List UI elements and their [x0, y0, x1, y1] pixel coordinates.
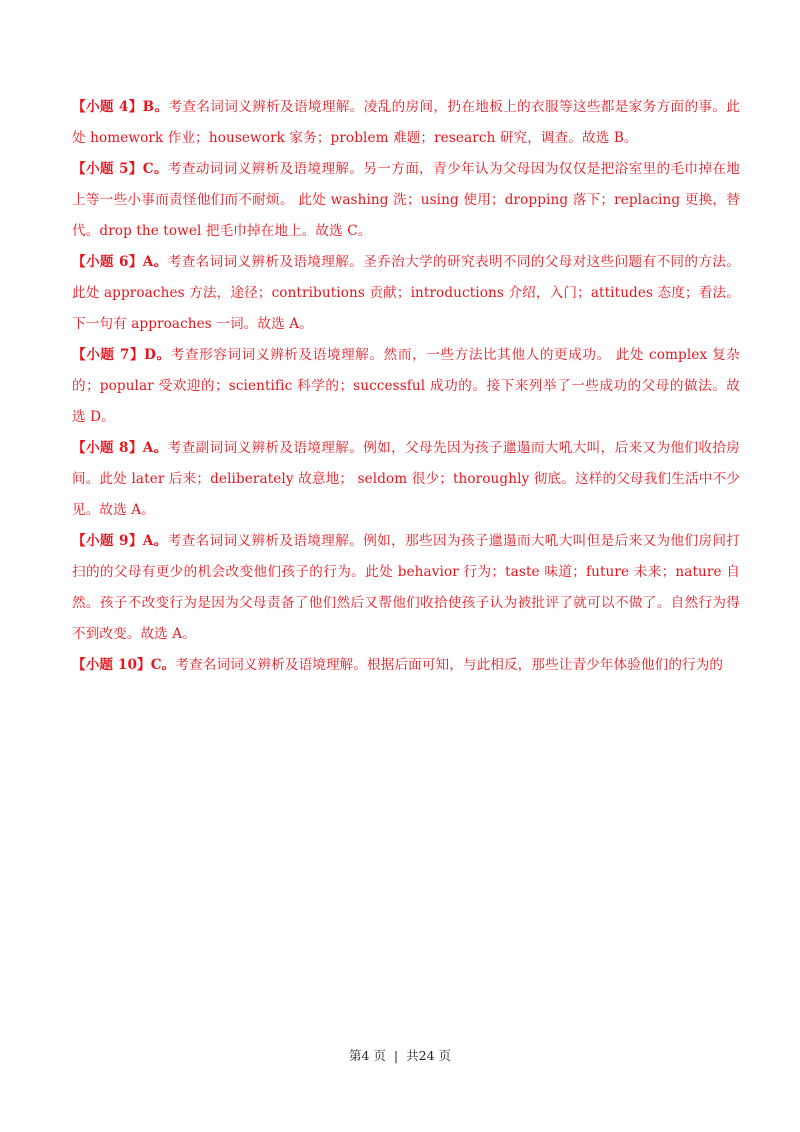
page-total: 共24 页: [406, 1048, 452, 1063]
page-footer: [0, 1046, 800, 1064]
page-number: 第4 页: [348, 1048, 386, 1063]
footer-separator: |: [393, 1048, 399, 1063]
explanation-q8: [72, 433, 740, 526]
question-tag: 【小题 7】D。: [72, 347, 171, 363]
explanation-text: 考查形容词词义辨析及语境理解。然而，一些方法比其他人的更成功。 此处 complex 复杂的；popular 受欢迎的；scientific 科学的；successful 成功的。接下来列举了一些成功的父母的做法。故选 D。: [72, 347, 740, 425]
question-tag: 【小题 4】B。: [72, 99, 169, 115]
question-tag: 【小题 6】A。: [72, 254, 168, 270]
explanation-text: 考查动词词义辨析及语境理解。另一方面，青少年认为父母因为仅仅是把浴室里的毛巾掉在地上等一些小事而责怪他们而不耐烦。 此处 washing 洗；using 使用；dropping 落下；replacing 更换，替代。drop the towel 把毛巾掉在地上。故选 C。: [72, 161, 740, 239]
explanation-q4: [72, 92, 740, 154]
explanation-q6: [72, 247, 740, 340]
explanation-q7: [72, 340, 740, 433]
question-tag: 【小题 8】A。: [72, 440, 168, 456]
question-tag: 【小题 9】A。: [72, 533, 168, 549]
explanation-text: 考查名词词义辨析及语境理解。圣乔治大学的研究表明不同的父母对这些问题有不同的方法。此处 approaches 方法，途径；contributions 贡献；introductions 介绍，入门；attitudes 态度；看法。下一句有 approaches 一词。故选 A。: [72, 254, 740, 332]
explanation-text: 考查名词词义辨析及语境理解。例如，那些因为孩子邋遢而大吼大叫但是后来又为他们房间打扫的的父母有更少的机会改变他们孩子的行为。此处 behavior 行为；taste 味道；future 未来；nature 自然。孩子不改变行为是因为父母责备了他们然后又帮他们收拾使孩子认为被批评了就可以不做了。自然行为得不到改变。故选 A。: [72, 533, 740, 642]
explanation-text: 考查名词词义辨析及语境理解。凌乱的房间，扔在地板上的衣服等这些都是家务方面的事。此处 homework 作业；housework 家务；problem 难题；research 研究，调查。故选 B。: [72, 99, 740, 146]
question-tag: 【小题 5】C。: [72, 161, 168, 177]
explanation-text: 考查副词词义辨析及语境理解。例如，父母先因为孩子邋遢而大吼大叫，后来又为他们收拾房间。此处 later 后来；deliberately 故意地； seldom 很少；thoroughly 彻底。这样的父母我们生活中不少见。故选 A。: [72, 440, 740, 518]
explanation-text: 考查名词词义辨析及语境理解。根据后面可知，与此相反，那些让青少年体验他们的行为的: [175, 657, 724, 673]
explanation-q10: [72, 650, 740, 681]
explanation-q9: [72, 526, 740, 650]
question-tag: 【小题 10】C。: [72, 657, 176, 673]
answer-explanations: [72, 92, 740, 681]
explanation-q5: [72, 154, 740, 247]
